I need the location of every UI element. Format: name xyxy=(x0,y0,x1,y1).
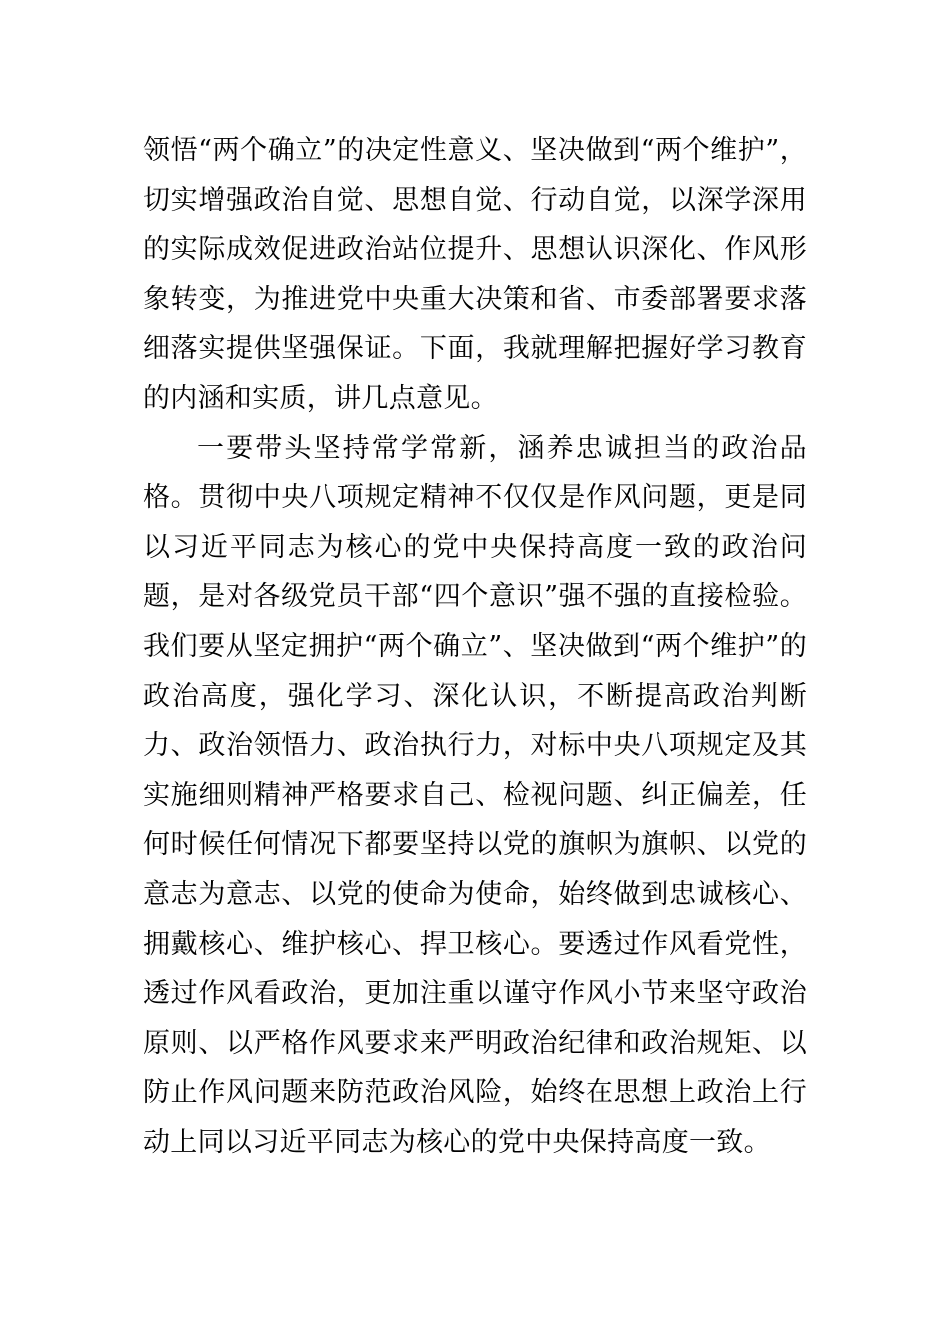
document-body xyxy=(143,126,807,1167)
paragraph-continuation: 领悟“两个确立”的决定性意义、坚决做到“两个维护”，切实增强政治自觉、思想自觉、行动自觉，以深学深用的实际成效促进政治站位提升、思想认识深化、作风形象转变，为推进党中央重大决策和省、市委部署要求落细落实提供坚强保证。下面，我就理解把握好学习教育的内涵和实质，讲几点意见。 xyxy=(143,135,807,414)
paragraph-point-one: 一要带头坚持常学常新，涵养忠诚担当的政治品格。贯彻中央八项规定精神不仅仅是作风问题，更是同以习近平同志为核心的党中央保持高度一致的政治问题，是对各级党员干部“四个意识”强不强的直接检验。我们要从坚定拥护“两个确立”、坚决做到“两个维护”的政治高度，强化学习、深化认识，不断提高政治判断力、政治领悟力、政治执行力，对标中央八项规定及其实施细则精神严格要求自己、检视问题、纠正偏差，任何时候任何情况下都要坚持以党的旗帜为旗帜、以党的意志为意志、以党的使命为使命，始终做到忠诚核心、拥戴核心、维护核心、捍卫核心。要透过作风看党性，透过作风看政治，更加注重以谨守作风小节来坚守政治原则、以严格作风要求来严明政治纪律和政治规矩、以防止作风问题来防范政治风险，始终在思想上政治上行动上同以习近平同志为核心的党中央保持高度一致。 xyxy=(143,432,807,1158)
